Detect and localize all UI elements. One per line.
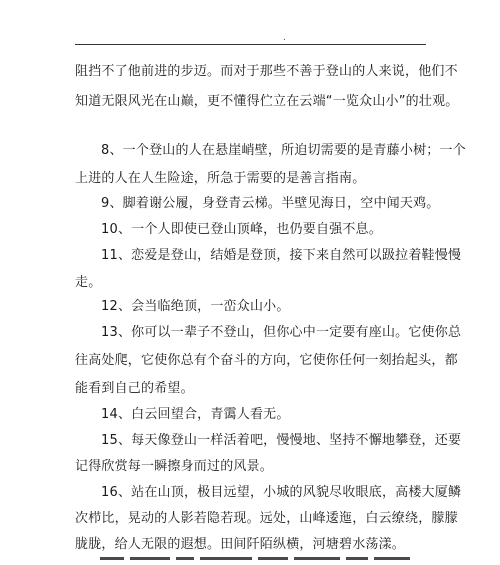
item-11-line-1: 11、恋爱是登山，结婚是登顶，接下来自然可以趿拉着鞋慢慢 (101, 248, 462, 263)
item-9: 9、脚着谢公履，身登青云梯。半壁见海日，空中闻天鸡。 (101, 196, 440, 211)
item-14: 14、白云回望合，青霭人看无。 (101, 407, 290, 422)
text-line-1: 阻挡不了他前进的步迈。而对于那些不善于登山的人来说，他们不 (75, 64, 458, 79)
item-16-line-1: 16、站在山顶，极目远望，小城的风貌尽收眼底，高楼大厦鳞 (101, 485, 462, 500)
item-8-line-1: 8、一个登山的人在悬崖峭壁，所迫切需要的是青藤小树；一个 (101, 143, 466, 158)
item-11-line-2: 走。 (75, 275, 102, 290)
cut-off-text-line (100, 557, 430, 565)
item-15-line-1: 15、每天像登山一样活着吧，慢慢地、坚持不懈地攀登，还要 (101, 433, 462, 448)
item-13-line-2: 往高处爬，它使你总有个奋斗的方向，它使你任何一刻抬起头，都 (75, 353, 458, 368)
item-16-line-2: 次栉比，晃动的人影若隐若现。远处，山峰逶迤，白云缭绕，朦朦 (75, 511, 458, 526)
item-15-line-2: 记得欣赏每一瞬擦身而过的风景。 (75, 459, 274, 474)
item-10: 10、一个人即使已登山顶峰，也仍要自强不息。 (101, 222, 382, 237)
text-line-2: 知道无限风光在山巅，更不懂得伫立在云端“一览众山小”的壮观。 (75, 94, 459, 109)
item-13-line-1: 13、你可以一辈子不登山，但你心中一定要有座山。它使你总 (101, 325, 462, 340)
header-mark: . (283, 33, 286, 43)
item-12: 12、会当临绝顶，一峦众山小。 (101, 299, 290, 314)
item-8-line-2: 上进的人在人生险途，所急于需要的是善言指南。 (75, 171, 366, 186)
header-rule (75, 44, 426, 45)
item-16-line-3: 胧胧，给人无限的遐想。田间阡陌纵横，河塘碧水荡漾。 (75, 537, 406, 552)
item-13-line-3: 能看到自己的希望。 (75, 381, 194, 396)
